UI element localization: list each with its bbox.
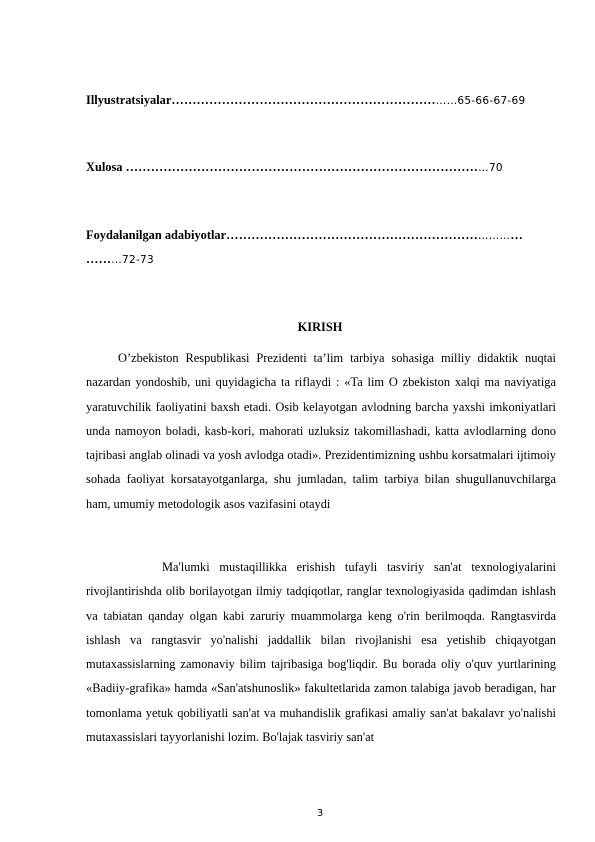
toc-leader-tail: ………	[477, 230, 511, 242]
section-heading: KIRISH	[297, 320, 343, 334]
toc-entry-illyustratsiyalar[interactable]	[86, 93, 556, 108]
paragraph-text: Ma'lumki mustaqillikka erishish tufayli tasviriy san'at texnologiyalarini rivojlantirishda olib borilayotgan ilmiy tadqiqotlar, ranglar texnologiyasida qadimdan ishlash va tabiatan qanday olgan kabi zaruriy muammolarga keng o'rin berilmoqda. Rangtasvirda ishlash va rangtasvir yo'nalishi jaddallik bilan rivojlanishi esa yetishib chiqayotgan mutaxassislarning zamonaviy bilim tajribasiga bog'liqdir. Bu borada oliy o'quv yurtlarining «Badiiy-grafika» hamda «San'atshunoslik» fakultetlarida zamon talabiga javob beradigan, har tomonlama yetuk qobiliyatli san'at va muhandislik grafikasi amaliy san'at bakalavr yo'nalishi mutaxassislari tayyorlanishi lozim. Bo'lajak tasviriy san'at	[86, 560, 556, 745]
toc-leader-dots: …	[510, 228, 523, 242]
toc-leader-dots: ……………………………………………………	[226, 228, 478, 242]
toc-page-range: …72-73	[111, 254, 154, 266]
toc-entry-label: Foydalanilgan adabiyotlar	[86, 228, 227, 242]
toc-page-range: …70	[478, 162, 503, 174]
toc-entry-label: Illyustratsiyalar	[86, 93, 172, 107]
body-paragraph	[86, 555, 556, 749]
toc-entry-foydalanilgan-adabiyotlar[interactable]	[86, 228, 556, 243]
paragraph-text: O’zbekiston Respublikasi Prezidenti ta’lim tarbiya sohasiga milliy didaktik nuqtai nazardan yondoshib, uni quyidagicha ta riflaydi : «Ta lim O zbekiston xalqi ma naviyatiga yaratuvchilik faoliyatini baxsh etadi. Osib kelayotgan avlodning barcha yaxshi imkoniyatlari unda namoyon boladi, kasb-kori, mahorati uzluksiz takomillashadi, katta avlodlarning dono tajribasi anglab olinadi va yosh avlodga otadi». Prezidentimizning ushbu korsatmalari ijtimoiy sohada faoliyat korsatayotganlarga, shu jumladan, talim tarbiya bilan shugullanuvchilarga ham, umumiy metodologik asos vazifasini otaydi	[86, 351, 556, 511]
body-paragraph	[86, 346, 556, 516]
toc-entry-continuation	[86, 252, 556, 267]
toc-entry-xulosa[interactable]	[86, 160, 556, 175]
page-number: 3	[316, 808, 324, 819]
toc-leader-dots: ………………………………………………………	[171, 93, 436, 107]
toc-page-range: ……65-66-67-69	[435, 95, 526, 107]
toc-leader-dots: …………………………………………………………………………	[125, 160, 479, 174]
toc-leader-dots: ……	[86, 252, 112, 266]
toc-entry-label: Xulosa	[86, 160, 126, 174]
